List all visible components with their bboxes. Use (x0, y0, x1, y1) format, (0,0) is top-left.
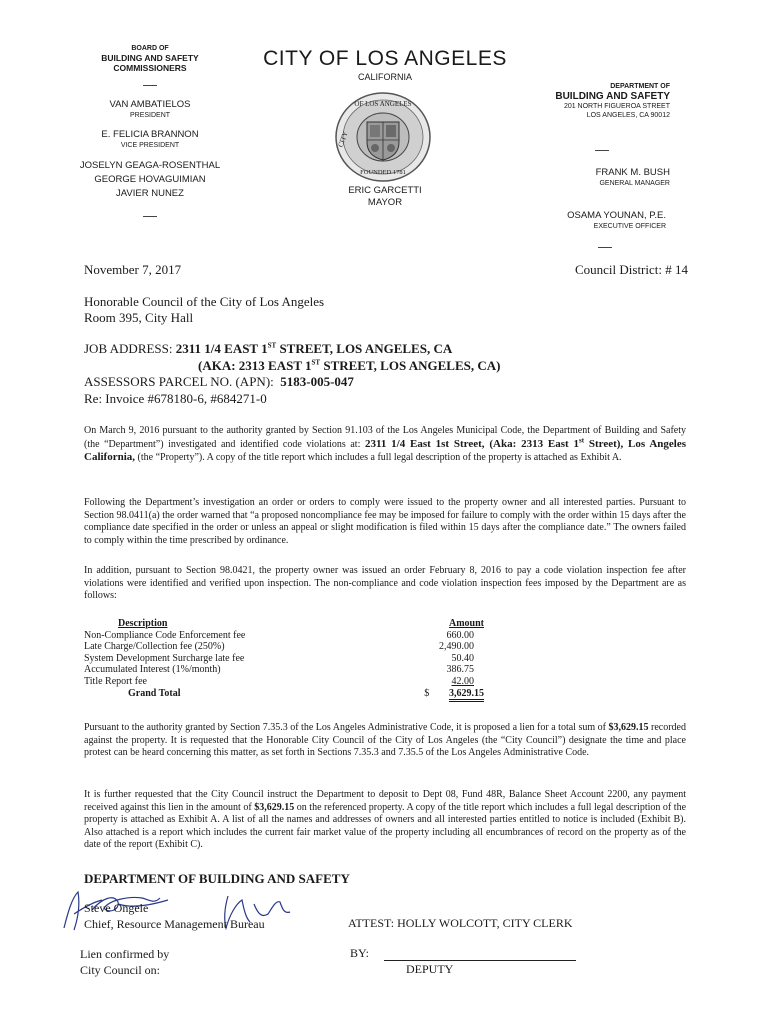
para4-text-a: Pursuant to the authority granted by Section 7.35.3 of the Los Angeles Administrative Code, it is proposed a lien for a total sum of (84, 722, 609, 733)
mayor-block (300, 185, 470, 209)
divider (143, 216, 157, 217)
seal-text-top: OF LOS ANGELES (354, 100, 412, 108)
table-row (84, 630, 484, 642)
job-address-post: STREET, LOS ANGELES, CA (276, 341, 453, 356)
dept-address1: 201 NORTH FIGUEROA STREET (563, 103, 670, 110)
para5-text-a: It is further requested that the City Council instruct the Department to deposit to Dept 08, Fund 48R, Balance Sheet Account 2200, any payment received against this lien in the amount of (84, 789, 686, 813)
gm-name: FRANK M. BUSH (595, 167, 670, 178)
aka-post: STREET, LOS ANGELES, CA) (320, 357, 501, 373)
signer-name: Steve Ongele (84, 901, 149, 915)
para1-address-end: Street), Los Angeles California, (84, 437, 687, 464)
para5-text-c: on the referenced property. A copy of the title report which includes a full legal description of the property is attached as Exhibit A. A list of all the names and addresses of owners and all interested parties entitled to notice is included (Exhibit B). Also attached is a report which includes the current fair market value of the property including all encumbrances of record on the property as of the date of the report (Exhibit C). (84, 801, 687, 851)
seal-text-bottom: FOUNDED 1781 (360, 169, 406, 176)
by-label: BY: (350, 946, 369, 960)
aka-pre: (AKA: 2313 EAST 1 (198, 357, 312, 373)
fee-amount: 42.00 (451, 675, 474, 687)
paragraph-5 (84, 789, 686, 852)
total-row (84, 688, 484, 700)
executive-officer-block (530, 210, 666, 231)
eo-title: EXECUTIVE OFFICER (593, 223, 666, 230)
deputy-label: DEPUTY (406, 962, 454, 976)
attest-line: ATTEST: HOLLY WOLCOTT, CITY CLERK (348, 916, 573, 930)
seal-text-left: CITY (336, 130, 350, 149)
paragraph-3: In addition, pursuant to Section 98.0421, the property owner was issued an order February 8, 2016 to pay a code violation inspection fee after violations were identified and verified upon inspection. The non-compliance and code violation inspection fees imposed by the Department are as follows: (84, 565, 686, 602)
job-address-pre: 2311 1/4 EAST 1 (175, 341, 268, 356)
signer (84, 900, 265, 932)
dept-line1: DEPARTMENT OF (610, 83, 670, 90)
para4-text-c: recorded against the property. It is requested that the Honorable City Council of the City of Los Angeles (the “City Council”) designate the time and place protest can be heard concerning this matter, as set forth in Sections 7.35.3 and 7.35.5 of the Los Angeles Administrative Code. (84, 722, 686, 759)
para5-amount: $3,629.15 (254, 801, 295, 813)
city-seal-icon (333, 90, 433, 184)
para1-text-a: On March 9, 2016 pursuant to the authority granted by Section 91.103 of the Los Angeles Municipal Code, the Department of Building and Safety (the “Department”) investigated and identified code violations at: (84, 425, 686, 450)
board-line1: BOARD OF (131, 45, 169, 52)
lien-line2: City Council on: (80, 963, 161, 977)
para1-sup: st (579, 436, 585, 445)
amount-header: Amount (448, 618, 484, 629)
department-block (530, 82, 670, 120)
aka-sup: ST (311, 358, 321, 367)
job-address-block (84, 341, 704, 407)
addressee (84, 294, 324, 326)
fee-table-header (84, 618, 484, 630)
state: CALIFORNIA (357, 72, 412, 82)
job-address-line (84, 341, 704, 358)
lien-line1: Lien confirmed by (80, 947, 170, 961)
general-manager-block (530, 167, 670, 188)
mayor-name: ERIC GARCETTI (348, 185, 422, 196)
paragraph-1 (84, 425, 686, 465)
fee-desc: Non-Compliance Code Enforcement fee (84, 629, 246, 641)
fee-amount: 50.40 (451, 652, 474, 664)
gm-title: GENERAL MANAGER (599, 180, 670, 187)
fee-desc: Accumulated Interest (1%/month) (84, 664, 221, 676)
fee-table (84, 618, 484, 699)
signature-line (384, 960, 576, 961)
fee-amount: 660.00 (446, 629, 474, 641)
member-2: GEORGE HOVAGUIMIAN (94, 174, 206, 185)
grand-total: 3,629.15 (449, 688, 484, 702)
fee-amount: 2,490.00 (439, 641, 474, 653)
council-district: Council District: # 14 (574, 262, 688, 277)
dept-address2: LOS ANGELES, CA 90012 (586, 112, 670, 119)
board-line2: BUILDING AND SAFETY (101, 53, 199, 63)
city-title: CITY OF LOS ANGELES (263, 47, 507, 70)
table-row (84, 676, 484, 688)
letter-date: November 7, 2017 (84, 262, 182, 277)
city-header (250, 47, 520, 82)
fee-desc: Late Charge/Collection fee (250%) (84, 641, 225, 653)
fee-desc: System Development Surcharge late fee (84, 652, 245, 664)
job-label: JOB ADDRESS: (84, 341, 173, 356)
divider (595, 150, 609, 151)
desc-header: Description (118, 618, 168, 629)
job-address-sup: ST (267, 341, 277, 350)
department-signature-title: DEPARTMENT OF BUILDING AND SAFETY (84, 871, 350, 886)
para4-amount: $3,629.15 (608, 722, 649, 733)
mayor-title: MAYOR (367, 197, 403, 208)
apn-line (84, 374, 704, 391)
table-row (84, 664, 484, 676)
paragraph-4 (84, 722, 686, 760)
apn-label: ASSESSORS PARCEL NO. (APN): (84, 374, 274, 389)
para1-text-d: (the “Property”). A copy of the title report which includes a full legal description of the property is attached as Exhibit A. (135, 452, 622, 464)
board-line3: COMMISSIONERS (113, 63, 187, 73)
paragraph-2: Following the Department’s investigation an order or orders to comply were issued to the property owner and all interested parties. Pursuant to Section 98.0411(a) the order warned that “a proposed noncompliance fee may be imposed for failure to comply with the order within 15 days after the compliance date specified in the order or unless an appeal or slight modification is filed within 15 days after the compliance date.” The owners failed to comply within the time prescribed by ordinance. (84, 497, 686, 546)
member-3: JAVIER NUNEZ (116, 188, 184, 199)
divider (143, 85, 157, 86)
currency-symbol: $ (424, 687, 430, 699)
addressee-line1: Honorable Council of the City of Los Angeles (84, 294, 325, 309)
divider (598, 247, 612, 248)
dept-line2: BUILDING AND SAFETY (555, 91, 670, 102)
table-row (84, 653, 484, 665)
vice-president-title: VICE PRESIDENT (120, 142, 180, 149)
invoice-line: Re: Invoice #678180-6, #684271-0 (84, 390, 267, 406)
signer-title: Chief, Resource Management Bureau (84, 917, 265, 931)
aka-line (84, 358, 704, 375)
fee-amount: 386.75 (446, 664, 474, 676)
total-label: Grand Total (128, 687, 181, 699)
president-name: VAN AMBATIELOS (109, 99, 191, 110)
president-title: PRESIDENT (129, 112, 171, 119)
member-1: JOSELYN GEAGA-ROSENTHAL (79, 160, 221, 171)
apn-value: 5183-005-047 (280, 374, 354, 389)
fee-desc: Title Report fee (84, 675, 147, 687)
board-of-commissioners (60, 44, 240, 227)
table-row (84, 641, 484, 653)
vice-president-name: E. FELICIA BRANNON (101, 129, 199, 140)
lien-confirmation (80, 946, 169, 978)
eo-name: OSAMA YOUNAN, P.E. (567, 210, 666, 221)
addressee-line2: Room 395, City Hall (84, 310, 194, 325)
para1-address: 2311 1/4 East 1st Street, (Aka: 2313 East 1 (364, 437, 579, 450)
